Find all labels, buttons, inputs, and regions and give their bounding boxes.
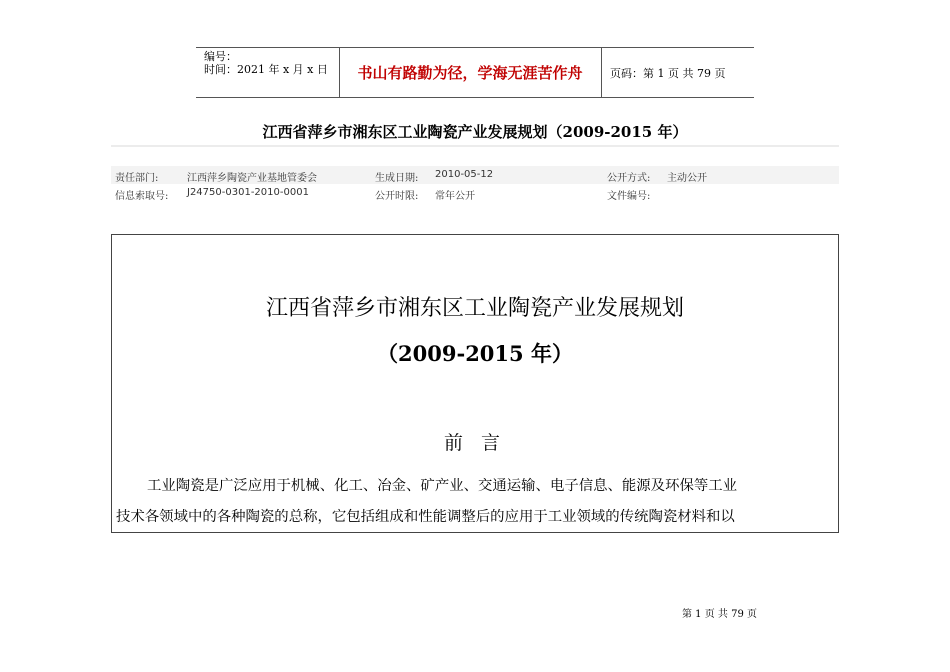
time-label: 时间：2021 年 x 月 x 日 — [204, 63, 328, 76]
disclosure-mode-label: 公开方式: — [607, 173, 651, 184]
gen-date-label: 生成日期: — [375, 173, 419, 184]
metadata-row — [111, 166, 839, 184]
header-page-code: 页码：第 1 页 共 79 页 — [610, 66, 726, 80]
body-paragraph — [116, 471, 836, 533]
number-label: 编号： — [204, 50, 237, 63]
disclosure-period-value: 常年公开 — [435, 191, 475, 202]
file-number-label: 文件编号: — [607, 191, 651, 202]
document-title: 江西省萍乡市湘东区工业陶瓷产业发展规划（2009-2015 年） — [262, 123, 688, 141]
paragraph-line: 技术各领域中的各种陶瓷的总称，它包括组成和性能调整后的应用于工业领域的传统陶瓷材料和以 — [116, 509, 735, 525]
main-years: （2009-2015 年） — [377, 341, 573, 366]
dept-value: 江西萍乡陶瓷产业基地管委会 — [187, 173, 317, 184]
disclosure-mode-value: 主动公开 — [667, 173, 707, 184]
index-label: 信息索取号: — [115, 191, 169, 202]
header-slogan: 书山有路勤为径，学海无涯苦作舟 — [339, 48, 602, 97]
page-footer: 第 1 页 共 79 页 — [682, 609, 757, 620]
paragraph-line: 工业陶瓷是广泛应用于机械、化工、冶金、矿产业、交通运输、电子信息、能源及环保等工业 — [147, 478, 738, 494]
header-table — [196, 47, 754, 98]
title-divider — [111, 145, 839, 147]
preface-heading: 前 言 — [443, 432, 507, 454]
metadata-table — [111, 166, 839, 202]
dept-label: 责任部门: — [115, 173, 159, 184]
disclosure-period-label: 公开时限: — [375, 191, 419, 202]
metadata-row — [111, 184, 839, 202]
index-value: J24750-0301-2010-0001 — [187, 187, 309, 198]
content-box — [111, 234, 839, 533]
gen-date-value: 2010-05-12 — [435, 169, 494, 180]
main-title: 江西省萍乡市湘东区工业陶瓷产业发展规划 — [265, 296, 684, 321]
header-left-cell — [196, 48, 340, 97]
